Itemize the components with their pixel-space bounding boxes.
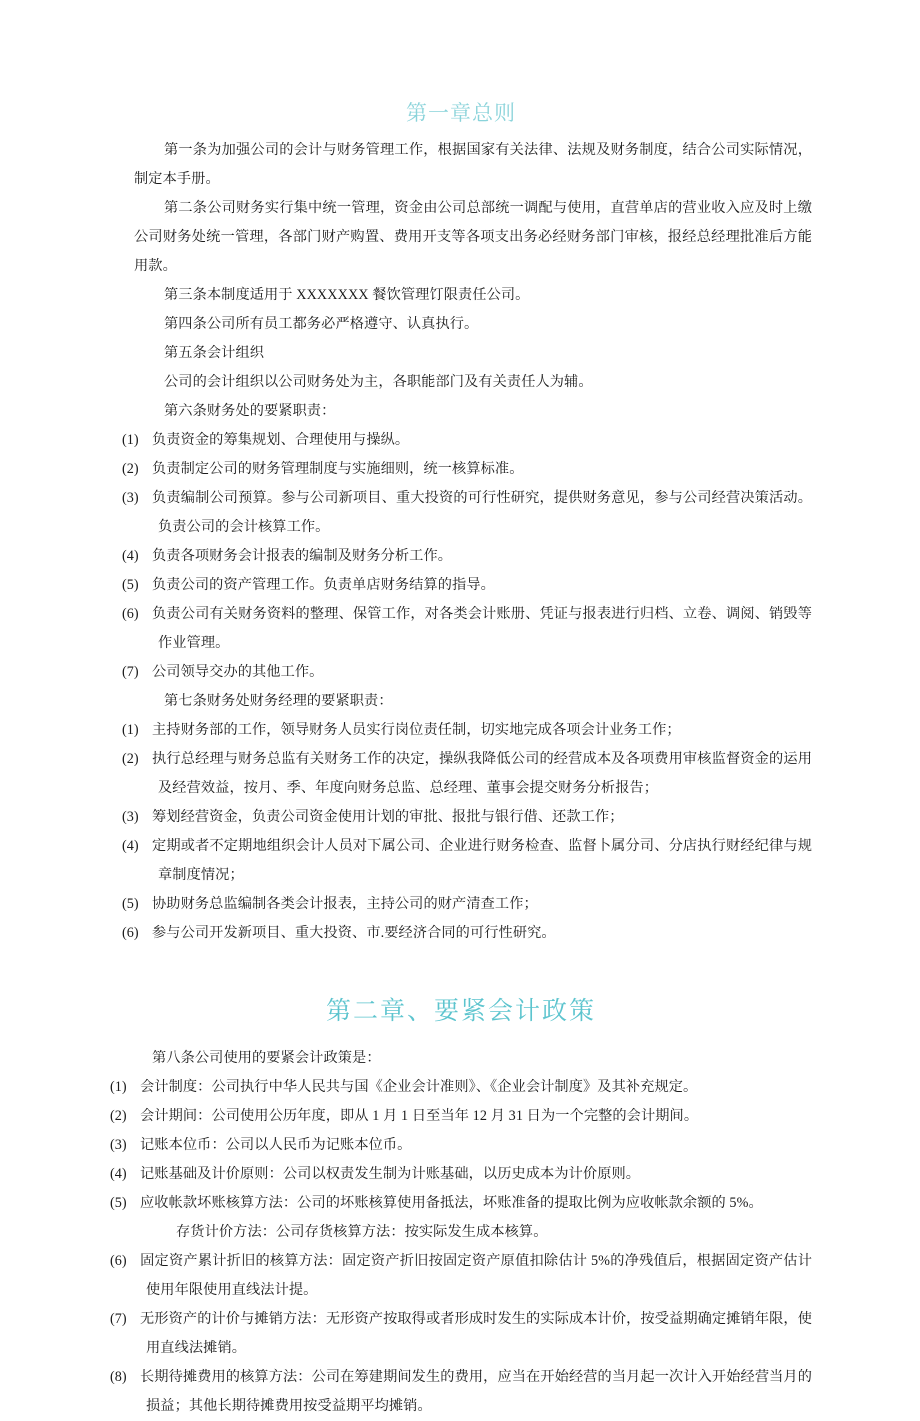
list-item-text: 无形资产的计价与摊销方法：无形资产按取得或者形成时发生的实际成本计价，按受益期确定摊销年限，使用直线法摊销。 [140, 1311, 812, 1356]
list-item [122, 426, 812, 455]
list-marker: (6) [110, 1253, 127, 1269]
list-item [110, 1247, 812, 1305]
list-item [122, 803, 812, 832]
list-item [122, 542, 812, 571]
list-marker: (7) [122, 664, 139, 680]
list-item-text: 负责公司有关财务资料的整理、保管工作，对各类会计账册、凭证与报表进行归档、立卷、调阅、销毁等作业管理。 [152, 606, 812, 651]
paragraph-article-4: 第四条公司所有员工都务必严格遵守、认真执行。 [164, 316, 479, 332]
list-item-text: 固定资产累计折旧的核算方法：固定资产折旧按固定资产原值扣除估计 5%的净残值后，根据固定资产估计使用年限使用直线法计提。 [140, 1253, 812, 1298]
section-spacer [110, 948, 812, 992]
chapter-2-title: 第二章、要紧会计政策 [325, 998, 596, 1025]
list-item [122, 919, 812, 948]
list-item-text: 记账基础及计价原则：公司以权责发生制为计账基础，以历史成本为计价原则。 [140, 1166, 641, 1182]
list-marker: (2) [122, 751, 139, 767]
section-spacer [110, 1032, 812, 1044]
list-marker: (6) [122, 606, 139, 622]
list-marker: (4) [110, 1166, 127, 1182]
list-item-text: 负责各项财务会计报表的编制及财务分析工作。 [152, 548, 453, 564]
paragraph-article-8-heading: 第八条公司使用的要紧会计政策是： [152, 1050, 381, 1066]
list-marker: (3) [122, 809, 139, 825]
list-marker: (5) [110, 1195, 127, 1211]
list-item [110, 1073, 812, 1102]
list-item-text: 负责资金的筹集规划、合理使用与操纵。 [152, 432, 410, 448]
paragraph-article-2: 第二条公司财务实行集中统一管理，资金由公司总部统一调配与使用，直营单店的营业收入应及时上缴公司财务处统一管理，各部门财产购置、费用开支等各项支出务必经财务部门审核，报经总经理批准后方能用款。 [134, 200, 812, 274]
list-item [122, 455, 812, 484]
list-item-text: 协助财务总监编制各类会计报表，主持公司的财产清查工作； [152, 896, 538, 912]
list-marker: (5) [122, 577, 139, 593]
list-item-text: 长期待摊费用的核算方法：公司在筹建期间发生的费用，应当在开始经营的当月起一次计入开始经营当月的损益；其他长期待摊费用按受益期平均摊销。 [140, 1369, 812, 1414]
list-item [110, 1160, 812, 1189]
paragraph-article-3: 第三条本制度适用于 XXXXXXX 餐饮管理饤限责任公司。 [164, 287, 530, 303]
chapter-1-body [110, 136, 812, 948]
list-item-text: 定期或者不定期地组织会计人员对下属公司、企业进行财务检查、监督卜属分司、分店执行财经纪律与规章制度情况； [152, 838, 812, 883]
list-item [122, 745, 812, 803]
list-marker: (8) [110, 1369, 127, 1385]
list-item [122, 832, 812, 890]
document-content [110, 98, 812, 1421]
list-item-text: 主持财务部的工作，领导财务人员实行岗位责任制，切实地完成各项会计业务工作； [152, 722, 681, 738]
list-item-text: 执行总经理与财务总监有关财务工作的决定，操纵我降低公司的经营成本及各项费用审核监督资金的运用及经营效益，按月、季、年度向财务总监、总经理、董事会提交财务分析报告； [152, 751, 812, 796]
chapter-1-title: 第一章总则 [406, 101, 516, 125]
list-marker: (4) [122, 548, 139, 564]
list-item [110, 1131, 812, 1160]
list-marker: (3) [110, 1137, 127, 1153]
list-marker: (7) [110, 1311, 127, 1327]
list-marker: (4) [122, 838, 139, 854]
paragraph-article-7-heading: 第七条财务处财务经理的要紧职责： [164, 693, 393, 709]
paragraph-article-5: 第五条会计组织 [164, 345, 265, 361]
list-item-text: 负责编制公司预算。参与公司新项目、重大投资的可行性研究，提供财务意见，参与公司经营决策活动。负责公司的会计核算工作。 [152, 490, 812, 535]
list-marker: (1) [110, 1079, 127, 1095]
list-item [122, 716, 812, 745]
list-item-text: 参与公司开发新项目、重大投资、市.要经济合同的可行性研究。 [152, 925, 556, 941]
list-item-text: 负责制定公司的财务管理制度与实施细则，统一核算标准。 [152, 461, 524, 477]
paragraph-article-6-heading: 第六条财务处的要紧职责： [164, 403, 336, 419]
list-item [122, 571, 812, 600]
list-marker: (3) [122, 490, 139, 506]
list-item [110, 1102, 812, 1131]
list-item [122, 658, 812, 687]
paragraph-inventory-valuation: 存货计价方法：公司存货核算方法：按实际发生成本核算。 [176, 1224, 548, 1240]
list-item [110, 1189, 812, 1218]
list-item [110, 1363, 812, 1421]
list-item [122, 600, 812, 658]
paragraph-accounting-org: 公司的会计组织以公司财务处为主，各职能部门及有关责任人为辅。 [164, 374, 593, 390]
list-marker: (1) [122, 432, 139, 448]
list-item-text: 筹划经营资金，负责公司资金使用计划的审批、报批与银行借、还款工作； [152, 809, 624, 825]
list-item [122, 890, 812, 919]
list-item-text: 应收帐款坏账核算方法：公司的坏账核算使用备抵法，坏账准备的提取比例为应收帐款余额的 5%。 [140, 1195, 763, 1211]
list-item-text: 会计期间：公司使用公历年度，即从 1 月 1 日至当年 12 月 31 日为一个完整的会计期间。 [140, 1108, 699, 1124]
list-marker: (5) [122, 896, 139, 912]
list-item-text: 记账本位币：公司以人民币为记账本位币。 [140, 1137, 412, 1153]
list-marker: (6) [122, 925, 139, 941]
paragraph-article-1: 第一条为加强公司的会计与财务管理工作，根据国家有关法律、法规及财务制度，结合公司实际情况，制定本手册。 [134, 142, 812, 187]
list-item-text: 会计制度：公司执行中华人民共与国《企业会计准则》、《企业会计制度》及其补充规定。 [140, 1079, 698, 1095]
list-marker: (2) [122, 461, 139, 477]
chapter-2-body [110, 1044, 812, 1421]
list-item [110, 1305, 812, 1363]
list-item-text: 公司领导交办的其他工作。 [152, 664, 324, 680]
list-item [122, 484, 812, 542]
list-marker: (1) [122, 722, 139, 738]
list-item-text: 负责公司的资产管理工作。负责单店财务结算的指导。 [152, 577, 495, 593]
list-marker: (2) [110, 1108, 127, 1124]
